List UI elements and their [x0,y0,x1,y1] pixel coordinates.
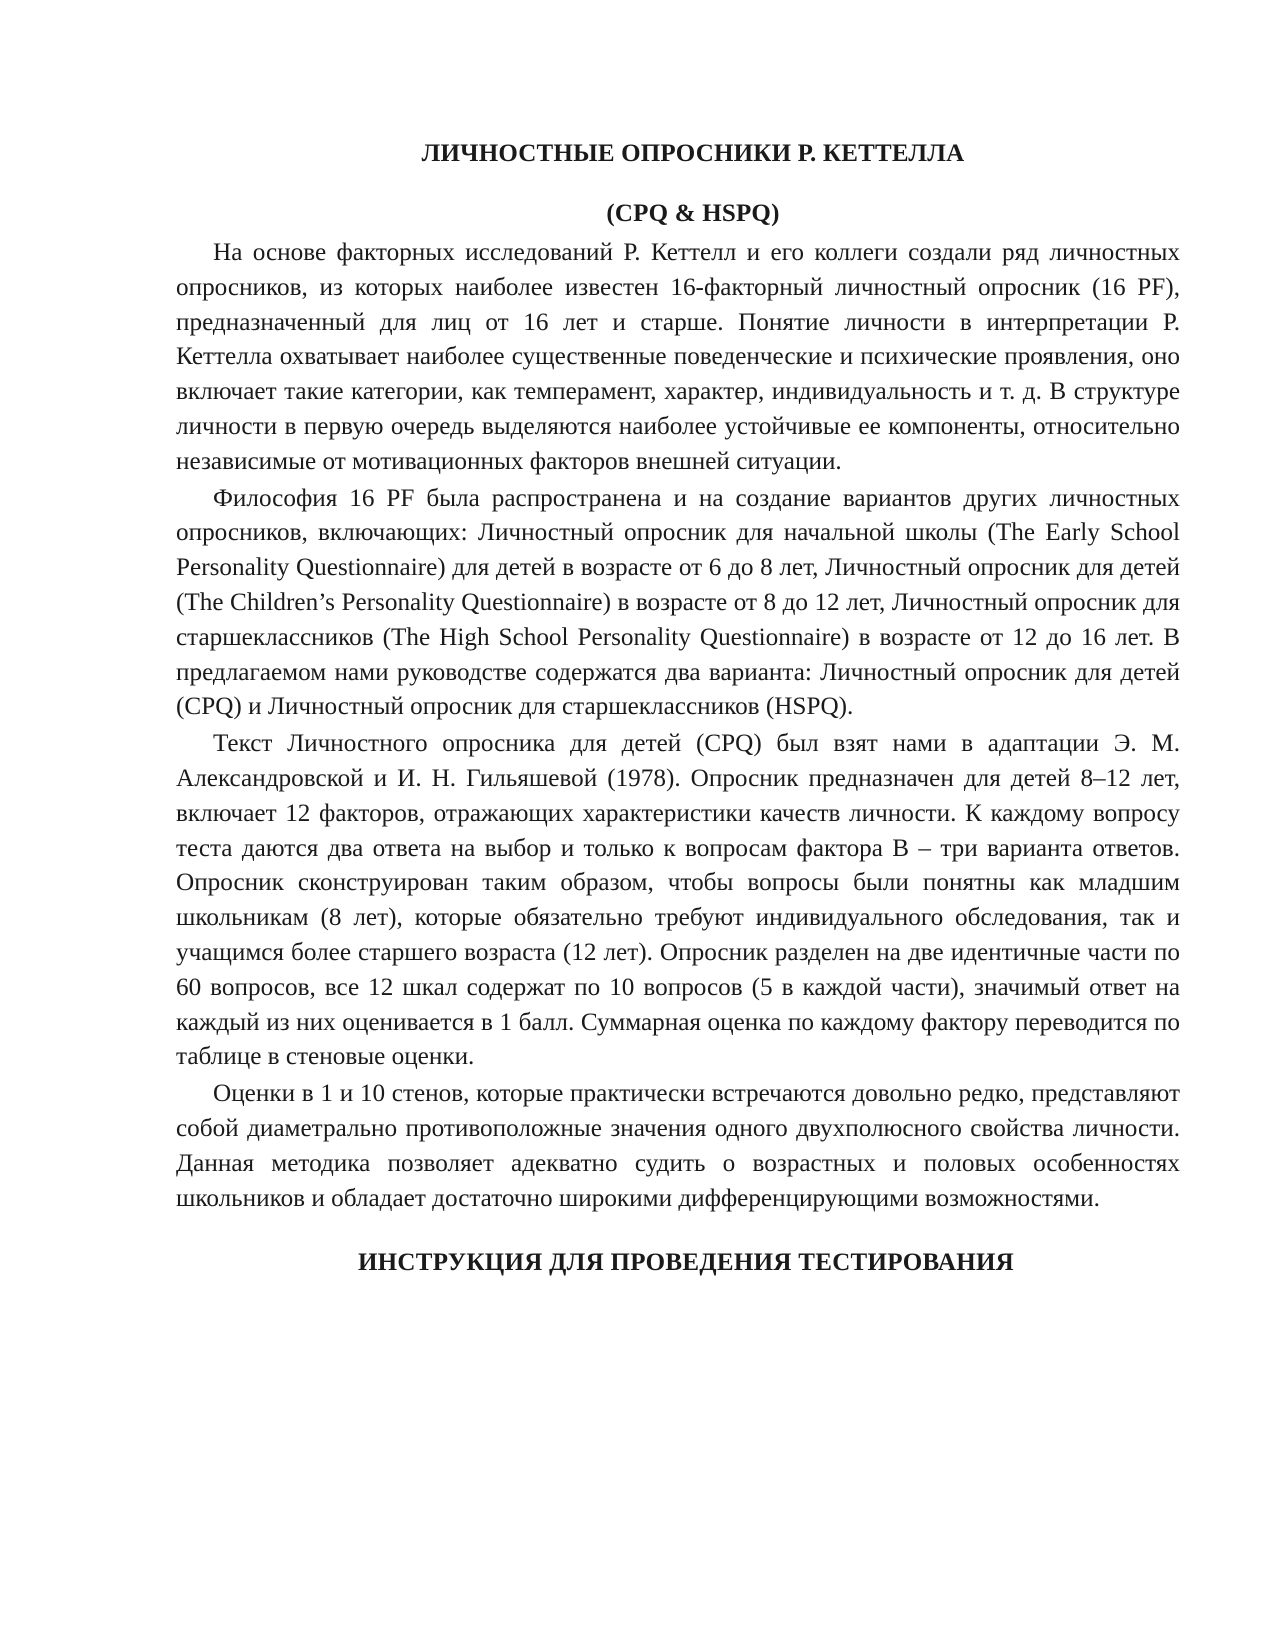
paragraph-intro: На основе факторных исследований Р. Кеттелл и его коллеги создали ряд личностных опросников, из которых наиболее известен 16-факторный личностный опросник (16 PF), предназначенный для лиц от 16 лет и старше. Понятие личности в интерпретации Р. Кеттелла охватывает наиболее существенные поведенческие и психические проявления, оно включает такие категории, как темперамент, характер, индивидуальность и т. д. В структуре личности в первую очередь выделяются наиболее устойчивые ее компоненты, относительно независимые от мотивационных факторов внешней ситуации. [176,239,1180,475]
paragraph-scores: Оценки в 1 и 10 стенов, которые практически встречаются довольно редко, представляют собой диаметрально противоположные значения одного двухполюсного свойства личности. Данная методика позволяет адекватно судить о возрастных и половых особенностях школьников и обладает достаточно широкими дифференцирующими возможностями. [176,1080,1180,1212]
page-content [176,138,1180,1279]
section-heading: ИНСТРУКЦИЯ ДЛЯ ПРОВЕДЕНИЯ ТЕСТИРОВАНИЯ [357,1249,1015,1277]
paragraph-cpq: Текст Личностного опросника для детей (CPQ) был взят нами в адаптации Э. М. Александровской и И. Н. Гильяшевой (1978). Опросник предназначен для детей 8–12 лет, включает 12 факторов, отражающих характеристики качеств личности. К каждому вопросу теста даются два ответа на выбор и только к вопросам фактора В – три варианта ответов. Опросник сконструирован таким образом, чтобы вопросы были понятны как младшим школьникам (8 лет), которые обязательно требуют индивидуального обследования, так и учащимся более старшего возраста (12 лет). Опросник разделен на две идентичные части по 60 вопросов, все 12 шкал содержат по 10 вопросов (5 в каждой части), значимый ответ на каждый из них оценивается в 1 балл. Суммарная оценка по каждому фактору переводится по таблице в стеновые оценки. [176,730,1180,1071]
document-subtitle: (CPQ & HSPQ) [606,200,780,227]
paragraph-variants: Философия 16 PF была распространена и на создание вариантов других личностных опросников, включающих: Личностный опросник для начальной школы (The Early School Personality Questionnaire) для детей в возрасте от 6 до 8 лет, Личностный опросник для детей (The Children’s Personality Questionnaire) в возрасте от 8 до 12 лет, Личностный опросник для старшеклассников (The High School Personality Questionnaire) в возрасте от 12 до 16 лет. В предлагаемом нами руководстве содержатся два варианта: Личностный опросник для детей (CPQ) и Личностный опросник для старшеклассников (HSPQ). [176,484,1180,721]
document-title: ЛИЧНОСТНЫЕ ОПРОСНИКИ Р. КЕТТЕЛЛА [421,140,965,167]
